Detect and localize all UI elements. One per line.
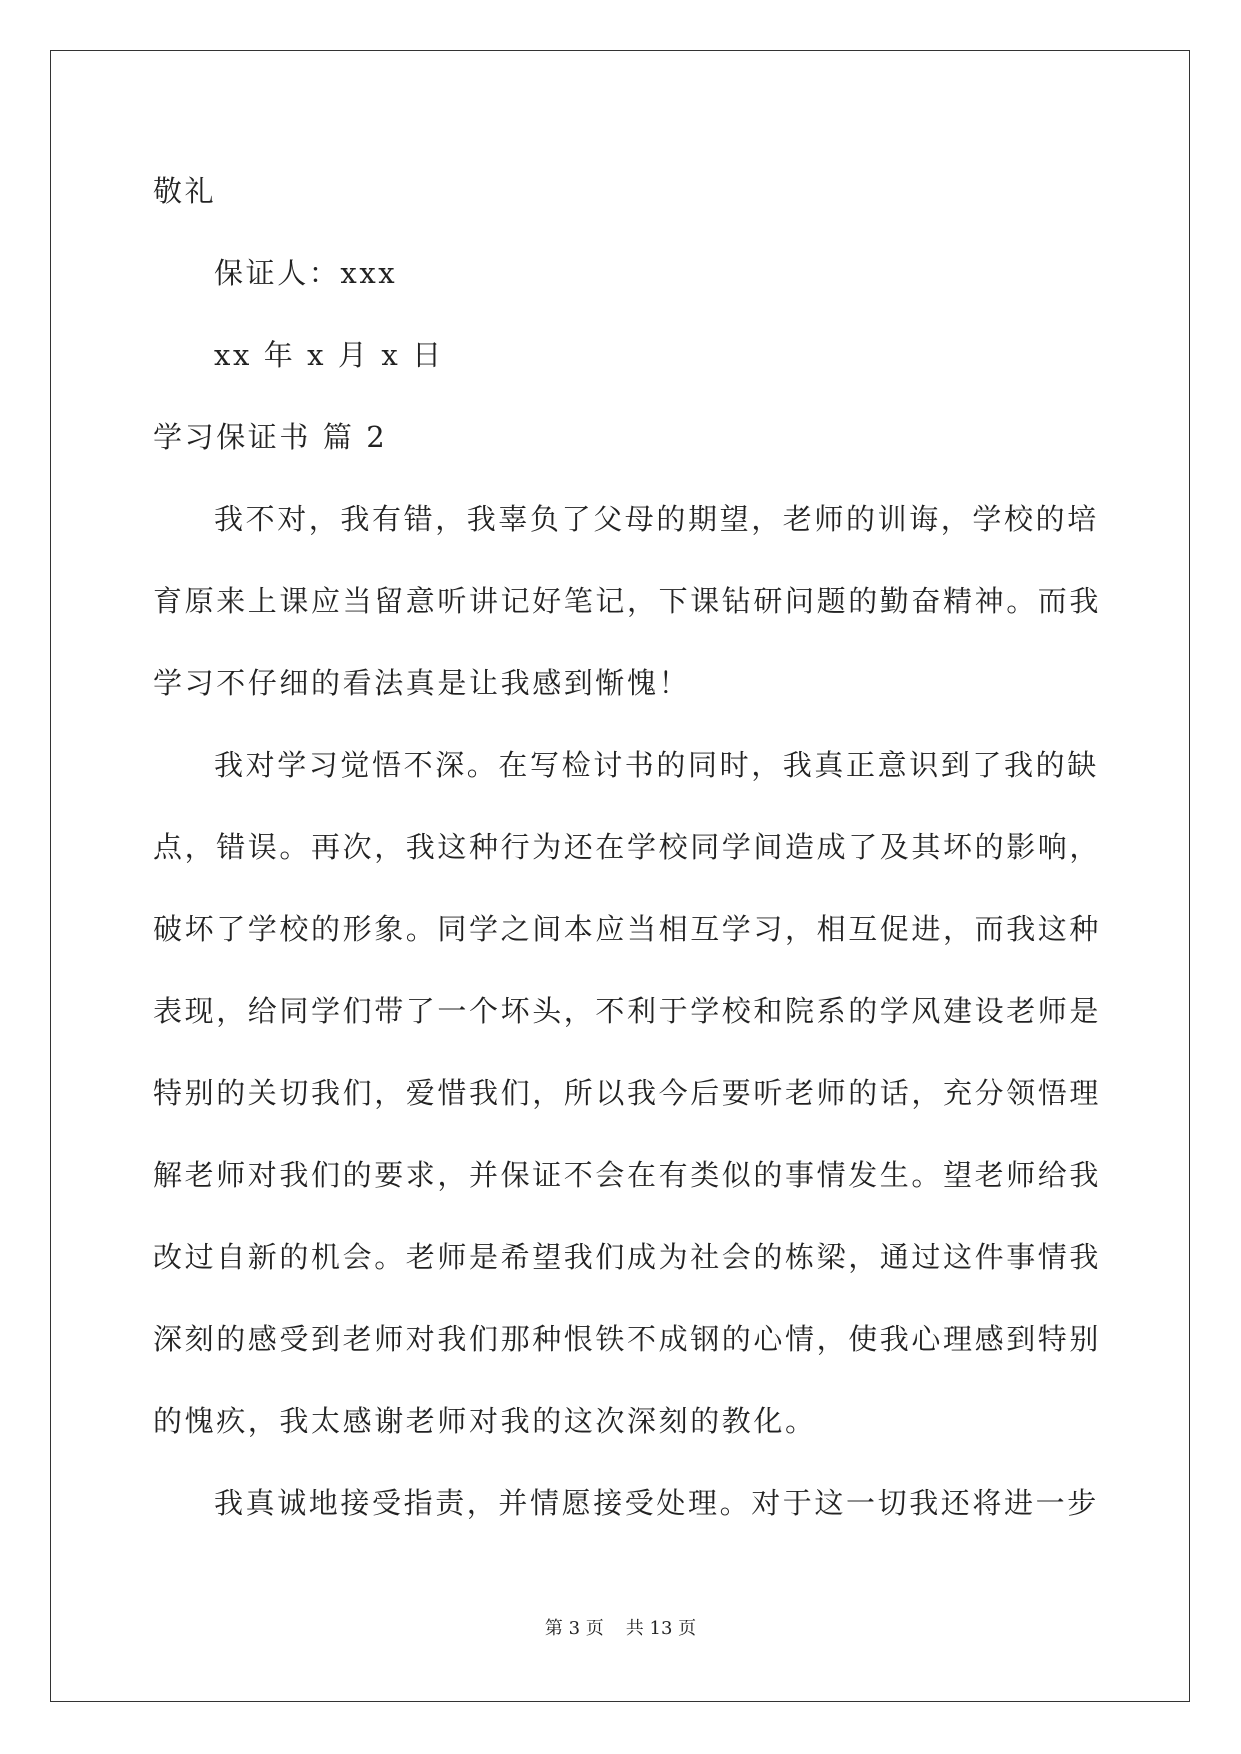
page-number: 第 3 页: [544, 1618, 604, 1639]
section-heading: 学习保证书 篇 2: [153, 420, 388, 454]
paragraph-line: 的愧疚，我太感谢老师对我的这次深刻的教化。: [153, 1404, 817, 1438]
paragraph-line: 改过自新的机会。老师是希望我们成为社会的栋梁，通过这件事情我: [153, 1240, 1102, 1274]
closing-salutation: 敬礼: [153, 174, 217, 208]
paragraph-line: 点，错误。再次，我这种行为还在学校同学间造成了及其坏的影响，: [153, 830, 1102, 864]
paragraph-line: 我真诚地接受指责，并情愿接受处理。对于这一切我还将进一步: [214, 1486, 1099, 1520]
paragraph-line: 学习不仔细的看法真是让我感到惭愧！: [153, 666, 691, 700]
date-line: xx 年 x 月 x 日: [214, 338, 444, 372]
paragraph-line: 表现，给同学们带了一个坏头，不利于学校和院系的学风建设老师是: [153, 994, 1102, 1028]
paragraph-line: 育原来上课应当留意听讲记好笔记，下课钻研问题的勤奋精神。而我: [153, 584, 1102, 618]
page-footer: [0, 1614, 1241, 1640]
guarantor-line: 保证人：xxx: [214, 256, 398, 290]
page-total: 共 13 页: [625, 1618, 697, 1639]
paragraph-line: 深刻的感受到老师对我们那种恨铁不成钢的心情，使我心理感到特别: [153, 1322, 1102, 1356]
paragraph-line: 我不对，我有错，我辜负了父母的期望，老师的训诲，学校的培: [214, 502, 1099, 536]
paragraph-line: 特别的关切我们，爱惜我们，所以我今后要听老师的话，充分领悟理: [153, 1076, 1102, 1110]
paragraph-line: 破坏了学校的形象。同学之间本应当相互学习，相互促进，而我这种: [153, 912, 1102, 946]
document-body: [153, 160, 1102, 1554]
paragraph-line: 解老师对我们的要求，并保证不会在有类似的事情发生。望老师给我: [153, 1158, 1102, 1192]
paragraph-line: 我对学习觉悟不深。在写检讨书的同时，我真正意识到了我的缺: [214, 748, 1099, 782]
